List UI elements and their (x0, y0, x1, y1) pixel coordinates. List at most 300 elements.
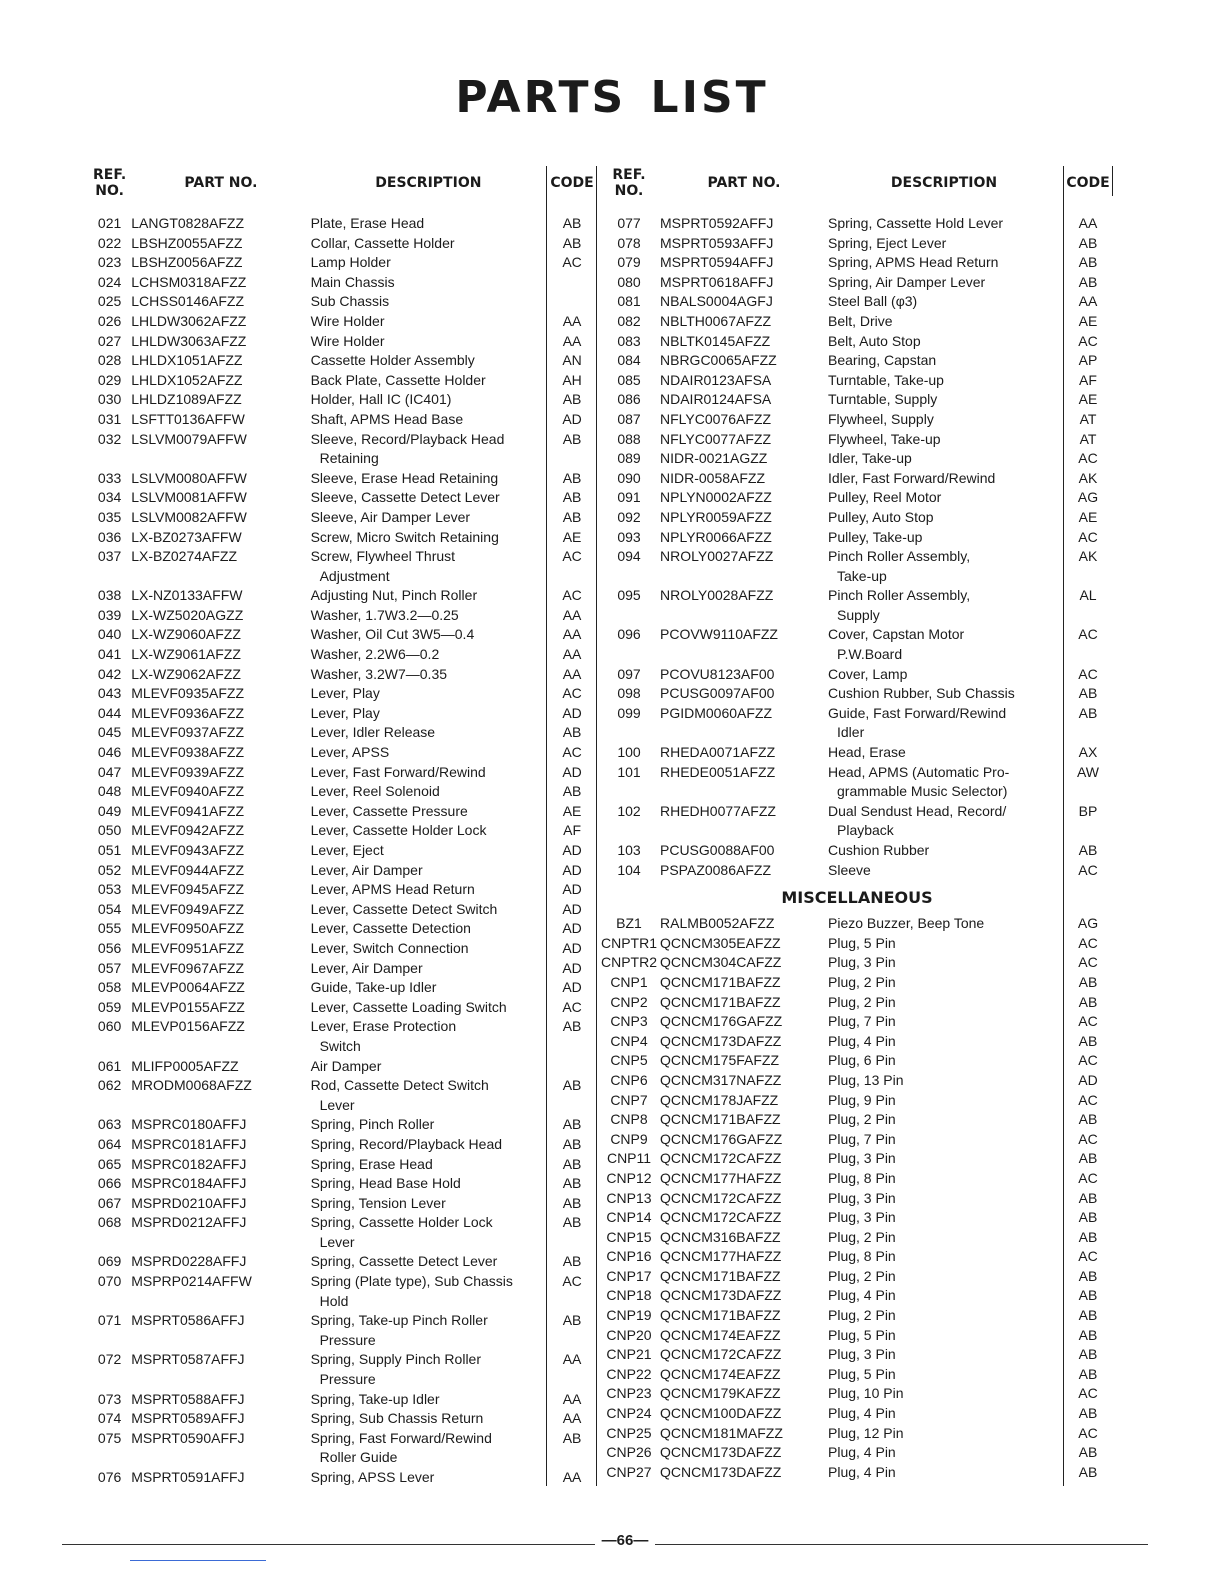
ref-no-cell: 025 (97, 293, 122, 310)
code-cell: AB (1078, 685, 1098, 702)
code-cell: AE (562, 802, 582, 819)
table-row (598, 1345, 1116, 1365)
ref-no-cell: 067 (97, 1194, 122, 1211)
ref-no-cell: 066 (97, 1175, 122, 1192)
description-line: Guide, Take-up Idler (310, 979, 437, 996)
description-line: Washer, 3.2W7—0.35 (310, 665, 448, 682)
part-no-cell: RHEDA0071AFZZ (660, 744, 776, 761)
code-cell: AA (562, 665, 582, 682)
page-number-value: 66 (616, 1532, 634, 1549)
description-cell (828, 704, 1060, 743)
part-no-cell: QCNCM317NAFZZ (660, 1071, 782, 1088)
description-line: Pressure (319, 1331, 376, 1348)
description-cell (828, 1463, 1060, 1483)
description-line: Wire Holder (310, 332, 385, 349)
part-no-cell: NROLY0027AFZZ (660, 548, 774, 565)
part-no-cell: NBALS0004AGFJ (660, 293, 773, 310)
code-cell: AB (1078, 1346, 1098, 1363)
description-line: Spring, Erase Head (310, 1155, 433, 1172)
page-title: PARTS LIST (455, 72, 769, 123)
description-cell (828, 1345, 1060, 1365)
description-cell (311, 234, 547, 254)
ref-no-cell: CNPTR2 (600, 954, 657, 971)
code-cell: AD (562, 959, 582, 976)
table-row (598, 214, 1116, 234)
description-line: Spring, Record/Playback Head (310, 1135, 503, 1152)
description-cell (311, 508, 547, 528)
ref-no-cell: CNP1 (610, 973, 648, 990)
table-row (598, 410, 1116, 430)
description-cell (311, 880, 547, 900)
description-line: Plug, 12 Pin (828, 1424, 904, 1441)
table-row (598, 1228, 1116, 1248)
description-line: Spring, Pinch Roller (310, 1116, 435, 1133)
description-cell (828, 1208, 1060, 1228)
description-line: Lever, Cassette Detection (310, 920, 471, 937)
table-row (598, 684, 1116, 704)
part-no-cell: NPLYR0066AFZZ (660, 528, 772, 545)
table-row (88, 939, 598, 959)
ref-no-cell: 050 (97, 822, 122, 839)
description-line: Sleeve, Erase Head Retaining (310, 469, 499, 486)
table-row (88, 1155, 598, 1175)
part-no-cell: MLEVF0936AFZZ (131, 704, 245, 721)
description-line: P.W.Board (837, 646, 903, 663)
part-no-cell: PCOVU8123AF00 (660, 665, 775, 682)
ref-no-cell: 043 (97, 685, 122, 702)
table-row (88, 1213, 598, 1252)
description-line: Lever, Fast Forward/Rewind (310, 763, 486, 780)
code-cell: AA (562, 646, 582, 663)
description-cell (311, 1409, 547, 1429)
code-cell: AG (1077, 489, 1099, 506)
description-cell (828, 547, 1060, 586)
table-row (598, 488, 1116, 508)
description-cell (311, 292, 547, 312)
table-row (598, 1384, 1116, 1404)
ref-no-cell: 084 (617, 352, 641, 369)
table-row (88, 1017, 598, 1056)
code-cell: AB (562, 1194, 582, 1211)
part-no-cell: LSLVM0080AFFW (131, 469, 247, 486)
table-row (598, 390, 1116, 410)
description-cell (311, 1155, 547, 1175)
part-no-cell: LHLDX1051AFZZ (131, 352, 243, 369)
description-line: Plate, Erase Head (310, 215, 425, 231)
table-row (598, 993, 1116, 1013)
part-no-cell: LX-WZ9062AFZZ (131, 665, 241, 682)
table-row (88, 919, 598, 939)
description-line: Lever, Cassette Pressure (310, 802, 468, 819)
ref-no-cell: CNP24 (606, 1405, 652, 1422)
description-line: Spring, Supply Pinch Roller (310, 1351, 481, 1368)
description-line: Cushion Rubber, Sub Chassis (828, 685, 1015, 702)
code-cell: AC (1078, 954, 1098, 971)
description-cell (828, 292, 1060, 312)
description-line: Pinch Roller Assembly, (828, 587, 971, 604)
description-line: Spring, Head Base Hold (310, 1175, 461, 1192)
code-cell: AB (1078, 234, 1098, 251)
code-cell: AB (1078, 254, 1098, 271)
part-no-cell: NPLYR0059AFZZ (660, 508, 772, 525)
code-cell: AB (562, 430, 582, 447)
code-cell: AE (562, 528, 582, 545)
table-row (88, 1468, 598, 1488)
description-line: Plug, 3 Pin (828, 1189, 896, 1206)
code-cell: AB (562, 391, 582, 408)
ref-no-cell: 063 (97, 1116, 122, 1133)
part-no-cell: NFLYC0077AFZZ (660, 430, 771, 447)
code-cell: AB (1078, 1267, 1098, 1284)
table-row (598, 1130, 1116, 1150)
description-cell (311, 978, 547, 998)
description-cell (828, 763, 1060, 802)
description-line: Lever (319, 1233, 355, 1250)
description-line: Collar, Cassette Holder (310, 234, 455, 251)
description-cell (311, 821, 547, 841)
description-cell (828, 1149, 1060, 1169)
part-no-cell: QCNCM173DAFZZ (660, 1287, 782, 1304)
ref-no-cell: CNP2 (610, 993, 648, 1010)
table-row (598, 763, 1116, 802)
ref-no-cell: 095 (617, 587, 641, 604)
description-line: Spring, Cassette Hold Lever (828, 215, 1004, 231)
code-cell: AB (562, 1116, 582, 1133)
description-cell (311, 1213, 547, 1252)
code-cell: AC (1078, 626, 1098, 643)
part-no-cell: LSLVM0079AFFW (131, 430, 247, 447)
description-cell (828, 1365, 1060, 1385)
table-row (598, 430, 1116, 450)
code-cell: AB (562, 1175, 582, 1192)
ref-no-cell: 098 (617, 685, 641, 702)
table-row (88, 1174, 598, 1194)
ref-no-cell: 075 (97, 1429, 122, 1446)
description-line: Steel Ball (φ3) (828, 293, 918, 310)
ref-no-cell: 097 (617, 665, 641, 682)
part-no-cell: QCNCM172CAFZZ (660, 1150, 782, 1167)
description-line: Plug, 3 Pin (828, 1150, 896, 1167)
part-no-cell: LANGT0828AFZZ (131, 215, 245, 231)
code-cell: AA (562, 1469, 582, 1485)
code-cell: AA (562, 1390, 582, 1407)
part-no-cell: MSPRT0589AFFJ (131, 1410, 245, 1427)
code-cell: AC (1078, 1052, 1098, 1069)
description-cell (311, 273, 547, 293)
description-line: Plug, 9 Pin (828, 1091, 896, 1108)
part-no-cell: RHEDH0077AFZZ (660, 802, 776, 819)
part-no-cell: MLEVF0942AFZZ (131, 822, 245, 839)
description-line: Cover, Lamp (828, 665, 908, 682)
description-cell (311, 1017, 547, 1056)
table-row (88, 861, 598, 881)
description-line: Lever (319, 1096, 355, 1113)
ref-no-cell: 021 (97, 215, 122, 231)
description-cell (828, 1384, 1060, 1404)
table-row (88, 1350, 598, 1389)
description-cell (828, 802, 1060, 841)
part-no-cell: MLEVP0155AFZZ (131, 998, 245, 1015)
ref-no-cell: 027 (97, 332, 122, 349)
code-cell: AB (1078, 1150, 1098, 1167)
description-line: Hold (319, 1292, 349, 1309)
description-cell (311, 900, 547, 920)
ref-no-cell: 102 (617, 802, 641, 819)
ref-no-cell: CNP21 (606, 1346, 652, 1363)
ref-no-cell: 023 (97, 254, 122, 271)
table-row (598, 953, 1116, 973)
table-row (598, 704, 1116, 743)
code-cell: AA (562, 1410, 582, 1427)
ref-no-cell: CNP25 (606, 1424, 652, 1441)
description-line: Plug, 2 Pin (828, 1228, 896, 1245)
part-no-cell: QCNCM176GAFZZ (660, 1013, 783, 1030)
code-cell: AB (562, 234, 582, 251)
description-cell (828, 1110, 1060, 1130)
description-cell (828, 488, 1060, 508)
description-cell (311, 469, 547, 489)
description-line: Flywheel, Supply (828, 410, 934, 427)
part-no-cell: MLEVF0951AFZZ (131, 939, 245, 956)
part-no-cell: PCUSG0097AF00 (660, 685, 775, 702)
table-row (88, 1194, 598, 1214)
ref-no-cell: CNP19 (606, 1307, 652, 1324)
code-cell: AA (1078, 293, 1098, 310)
parts-table-left (88, 160, 598, 1488)
description-cell (828, 841, 1060, 861)
ref-no-cell: 048 (97, 783, 122, 800)
ref-no-cell: 030 (97, 391, 122, 408)
description-line: Rod, Cassette Detect Switch (310, 1077, 489, 1094)
part-no-cell: QCNCM177HAFZZ (660, 1248, 782, 1265)
ref-no-cell: 041 (97, 646, 122, 663)
table-row (88, 469, 598, 489)
header-ref-no: REF. NO. (93, 167, 127, 199)
ref-no-cell: 033 (97, 469, 122, 486)
code-cell: AD (562, 900, 582, 917)
part-no-cell: QCNCM177HAFZZ (660, 1169, 782, 1186)
part-no-cell: QCNCM179KAFZZ (660, 1385, 781, 1402)
description-line: Plug, 2 Pin (828, 1307, 896, 1324)
description-cell (828, 253, 1060, 273)
column-divider (1112, 166, 1113, 196)
code-cell: AC (562, 1273, 582, 1290)
code-cell: AC (1078, 665, 1098, 682)
description-line: Holder, Hall IC (IC401) (310, 391, 452, 408)
description-cell (828, 993, 1060, 1013)
description-cell (828, 1404, 1060, 1424)
table-row (88, 625, 598, 645)
code-cell: AB (562, 215, 582, 231)
description-cell (311, 371, 547, 391)
table-row (88, 1076, 598, 1115)
code-cell: AK (1078, 548, 1098, 565)
table-row (88, 802, 598, 822)
description-cell (828, 625, 1060, 664)
ref-no-cell: 071 (97, 1312, 122, 1329)
part-no-cell: LHLDZ1089AFZZ (131, 391, 242, 408)
part-no-cell: LX-NZ0133AFFW (131, 587, 243, 604)
table-row (598, 234, 1116, 254)
table-row (598, 1091, 1116, 1111)
description-line: Plug, 4 Pin (828, 1444, 896, 1461)
code-cell: AD (562, 842, 582, 858)
part-no-cell: LBSHZ0055AFZZ (131, 234, 243, 251)
table-row (88, 390, 598, 410)
description-line: Dual Sendust Head, Record/ (828, 802, 1007, 819)
description-cell (828, 1443, 1060, 1463)
ref-no-cell: 026 (97, 312, 122, 329)
description-cell (311, 684, 547, 704)
table-row (598, 586, 1116, 625)
description-cell (311, 1115, 547, 1135)
part-no-cell: PCUSG0088AF00 (660, 842, 775, 858)
description-cell (828, 953, 1060, 973)
description-line: Washer, Oil Cut 3W5—0.4 (310, 626, 475, 643)
table-row (88, 1409, 598, 1429)
description-cell (311, 1252, 547, 1272)
description-line: Lamp Holder (310, 254, 391, 271)
part-no-cell: QCNCM174EAFZZ (660, 1326, 781, 1343)
table-row (88, 704, 598, 724)
header-ref-no: REF. NO. (612, 167, 646, 199)
description-cell (311, 1272, 547, 1311)
code-cell: AB (562, 489, 582, 506)
ref-no-cell: 031 (97, 410, 122, 427)
description-cell (828, 934, 1060, 954)
part-no-cell: QCNCM305EAFZZ (660, 934, 781, 951)
description-line: Plug, 13 Pin (828, 1071, 904, 1088)
table-row (88, 1135, 598, 1155)
code-cell: AB (1078, 273, 1098, 290)
table-row (598, 508, 1116, 528)
part-no-cell: MLEVF0950AFZZ (131, 920, 245, 937)
ref-no-cell: 083 (617, 332, 641, 349)
ref-no-cell: CNP9 (610, 1130, 648, 1147)
ref-no-cell: CNP8 (610, 1111, 648, 1128)
code-cell: AA (562, 1351, 582, 1368)
part-no-cell: LSFTT0136AFFW (131, 410, 245, 427)
description-line: Lever, Switch Connection (310, 939, 469, 956)
header-part-no: PART NO. (707, 175, 781, 191)
description-line: Lever, Cassette Holder Lock (310, 822, 487, 839)
table-row (88, 292, 598, 312)
table-row (88, 1057, 598, 1077)
description-line: Spring, Fast Forward/Rewind (310, 1429, 492, 1446)
table-row (598, 1169, 1116, 1189)
table-row (598, 841, 1116, 861)
part-no-cell: QCNCM172CAFZZ (660, 1189, 782, 1206)
description-line: Screw, Flywheel Thrust (310, 548, 456, 565)
description-cell (828, 1286, 1060, 1306)
part-no-cell: LX-BZ0273AFFW (131, 528, 242, 545)
part-no-cell: MLIFP0005AFZZ (131, 1057, 239, 1074)
description-cell (311, 547, 547, 586)
description-line: Idler (837, 724, 865, 741)
table-row (88, 782, 598, 802)
description-line: Plug, 10 Pin (828, 1385, 904, 1402)
description-cell (311, 351, 547, 371)
ref-no-cell: CNP22 (606, 1365, 652, 1382)
code-cell: AC (1078, 332, 1098, 349)
ref-no-cell: 062 (97, 1077, 122, 1094)
part-no-cell: MSPRT0591AFFJ (131, 1469, 245, 1485)
description-line: Plug, 2 Pin (828, 1267, 896, 1284)
part-no-cell: LX-BZ0274AFZZ (131, 548, 238, 565)
code-cell (546, 273, 598, 293)
ref-no-cell: 056 (97, 939, 122, 956)
table-row (598, 273, 1116, 293)
table-row (598, 528, 1116, 548)
table-row (598, 743, 1116, 763)
part-no-cell: MLEVP0064AFZZ (131, 979, 245, 996)
ref-no-cell: 103 (617, 842, 641, 858)
description-line: Cassette Holder Assembly (310, 352, 475, 369)
description-line: Spring, Eject Lever (828, 234, 947, 251)
ref-no-cell: 028 (97, 352, 122, 369)
code-cell: AB (562, 1253, 582, 1270)
code-cell: BP (1078, 802, 1098, 819)
parts-table-right (598, 160, 1116, 1482)
description-line: Plug, 4 Pin (828, 1405, 896, 1422)
description-cell (311, 861, 547, 881)
ref-no-cell: 059 (97, 998, 122, 1015)
ref-no-cell: CNP11 (606, 1150, 652, 1167)
code-cell: AA (562, 606, 582, 623)
part-no-cell: LX-WZ9061AFZZ (131, 646, 241, 663)
description-cell (311, 1468, 547, 1488)
description-line: Lever, Erase Protection (310, 1018, 457, 1035)
ref-no-cell: CNP23 (606, 1385, 652, 1402)
ref-no-cell: CNP16 (606, 1248, 652, 1265)
description-line: Piezo Buzzer, Beep Tone (828, 915, 985, 932)
ref-no-cell: 040 (97, 626, 122, 643)
description-line: Pressure (319, 1371, 376, 1388)
part-no-cell: LCHSM0318AFZZ (131, 273, 247, 290)
code-cell: AB (1078, 1228, 1098, 1245)
description-line: Plug, 6 Pin (828, 1052, 896, 1069)
code-cell: AB (562, 1214, 582, 1231)
code-cell: AT (1079, 430, 1097, 447)
table-row (598, 332, 1116, 352)
description-line: Lever, Reel Solenoid (310, 783, 440, 800)
header-part-no: PART NO. (184, 175, 258, 191)
code-cell: AC (562, 744, 582, 761)
code-cell: AE (1078, 312, 1098, 329)
description-line: Plug, 2 Pin (828, 973, 896, 990)
code-cell: AL (1079, 587, 1097, 604)
description-line: Spring, Take-up Pinch Roller (310, 1312, 488, 1329)
code-cell: AW (1076, 763, 1100, 780)
table-row (88, 841, 598, 861)
description-cell (311, 723, 547, 743)
part-no-cell: PGIDM0060AFZZ (660, 704, 773, 721)
ref-no-cell: 085 (617, 371, 641, 388)
description-line: Flywheel, Take-up (828, 430, 941, 447)
ref-no-cell: 061 (97, 1057, 122, 1074)
table-row (598, 1286, 1116, 1306)
description-line: Plug, 8 Pin (828, 1248, 896, 1265)
code-cell: AB (1078, 1287, 1098, 1304)
description-line: Adjustment (319, 567, 390, 584)
description-cell (311, 763, 547, 783)
description-line: Belt, Drive (828, 312, 893, 329)
ref-no-cell: 077 (617, 215, 641, 231)
ref-no-cell: 055 (97, 920, 122, 937)
code-cell: AA (562, 626, 582, 643)
description-line: Sleeve, Cassette Detect Lever (310, 489, 500, 506)
description-cell (828, 430, 1060, 450)
